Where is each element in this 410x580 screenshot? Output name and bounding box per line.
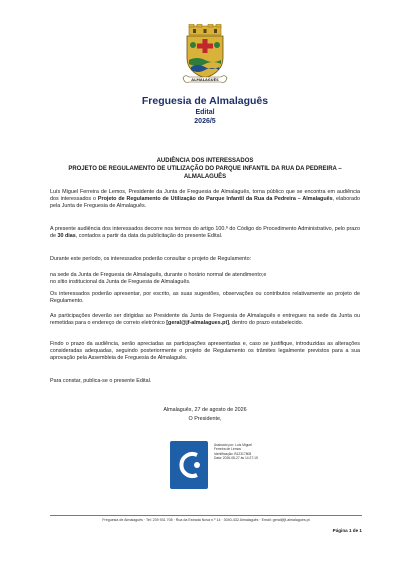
location-headquarters: na sede da Junta de Freguesia de Almalaguês, durante o horário normal de atendimento;e [50,272,267,278]
signature-line: Assinado por: Luís Miguel [214,443,252,447]
paragraph-term-a: A presente audiência dos interessados decorre nos termos do artigo 100.º do Código do Procedimento Administrativo, pelo prazo de [50,226,360,240]
heading-line-1: AUDIÊNCIA DOS INTERESSADOS [156,158,254,164]
place-date: Almalaguês, 27 de agosto de 2026 [163,407,247,413]
doc-type: Edital [195,109,215,116]
paragraph-submissions: Os interessados poderão apresentar, por escrito, as suas sugestões, observações ou contributos relativamente ao projeto de Regulamento. [50,291,360,305]
paragraph-intro-c: , elaborado pela Junta de Freguesia de Almalaguês. [50,196,361,210]
footer-contacts: Freguesia de Almalaguês · Tel: 239 931 708 · Rua da Estrada Nova n.º 14 · 3040-432 Almalaguês · Email: geral@jf-almalagues.pt [102,518,310,522]
paragraph-delivery-c: , dentro do prazo estabelecido. [229,320,304,327]
svg-text:ALMALAGUÊS: ALMALAGUÊS [191,78,219,83]
org-title: Freguesia de Almalaguês [141,95,269,107]
doc-number: 2026/5 [194,118,216,125]
paragraph-delivery [50,313,360,327]
paragraph-after-term: Findo o prazo da audiência, serão apreciadas as participações apresentadas e, caso se justifique, introduzidas as alterações consideradas adequadas, seguindo posteriormente o projeto de Regulamento os trâmites legalmente previstos para a sua aprovação pela Assembleia de Freguesia de Almalaguês. [50,341,360,362]
page-number: Página 1 de 1 [332,528,362,533]
signature-line: Ferreira de Lemos [214,447,241,452]
parish-crest-icon [177,24,233,88]
paragraph-intro [50,189,360,211]
paragraph-intro-a: Luís Miguel Ferreira de Lemos, Presidente da Junta de Freguesia de Almalaguês, torna público que se encontra em audiência dos interessados o [50,189,360,203]
signature-details [214,443,284,461]
citizen-card-logo-icon [170,441,208,489]
consult-locations [50,272,360,286]
footer-divider [50,515,362,516]
signer-role: O Presidente, [188,416,222,422]
heading-line-3: ALMALAGUÊS [183,174,227,180]
signature-line: Identificação: B12317808 [214,451,252,456]
paragraph-delivery-a: As participações deverão ser dirigidas ao Presidente da Junta de Freguesia de Almalaguês e entregues na sede da Junta ou remetidas para o endereço de correio eletrónico [50,313,360,327]
paragraph-consult: Durante este período, os interessados poderão consultar o projeto de Regulamento: [50,256,252,262]
digital-signature [170,441,280,489]
heading-line-2: PROJETO DE REGULAMENTO DE UTILIZAÇÃO DO PARQUE INFANTIL DA RUA DA PEDREIRA – [68,166,342,172]
regulation-name: Projeto de Regulamento de Utilização do Parque Infantil da Rua da Pedreira – Almalaguês [97,196,333,203]
location-website: no sítio institucional da Junta de Freguesia de Almalaguês. [50,279,191,286]
paragraph-closing: Para constar, publica-se o presente Edital. [50,378,152,384]
paragraph-term-c: , contados a partir da data da publicitação do presente Edital. [75,233,223,240]
term-days: 30 dias [57,233,76,240]
paragraph-term [50,226,360,240]
signature-line: Data: 2026-08-27 às 14:27:15 [214,456,258,461]
contact-email: [geral@jf-almalagues.pt] [166,320,230,327]
